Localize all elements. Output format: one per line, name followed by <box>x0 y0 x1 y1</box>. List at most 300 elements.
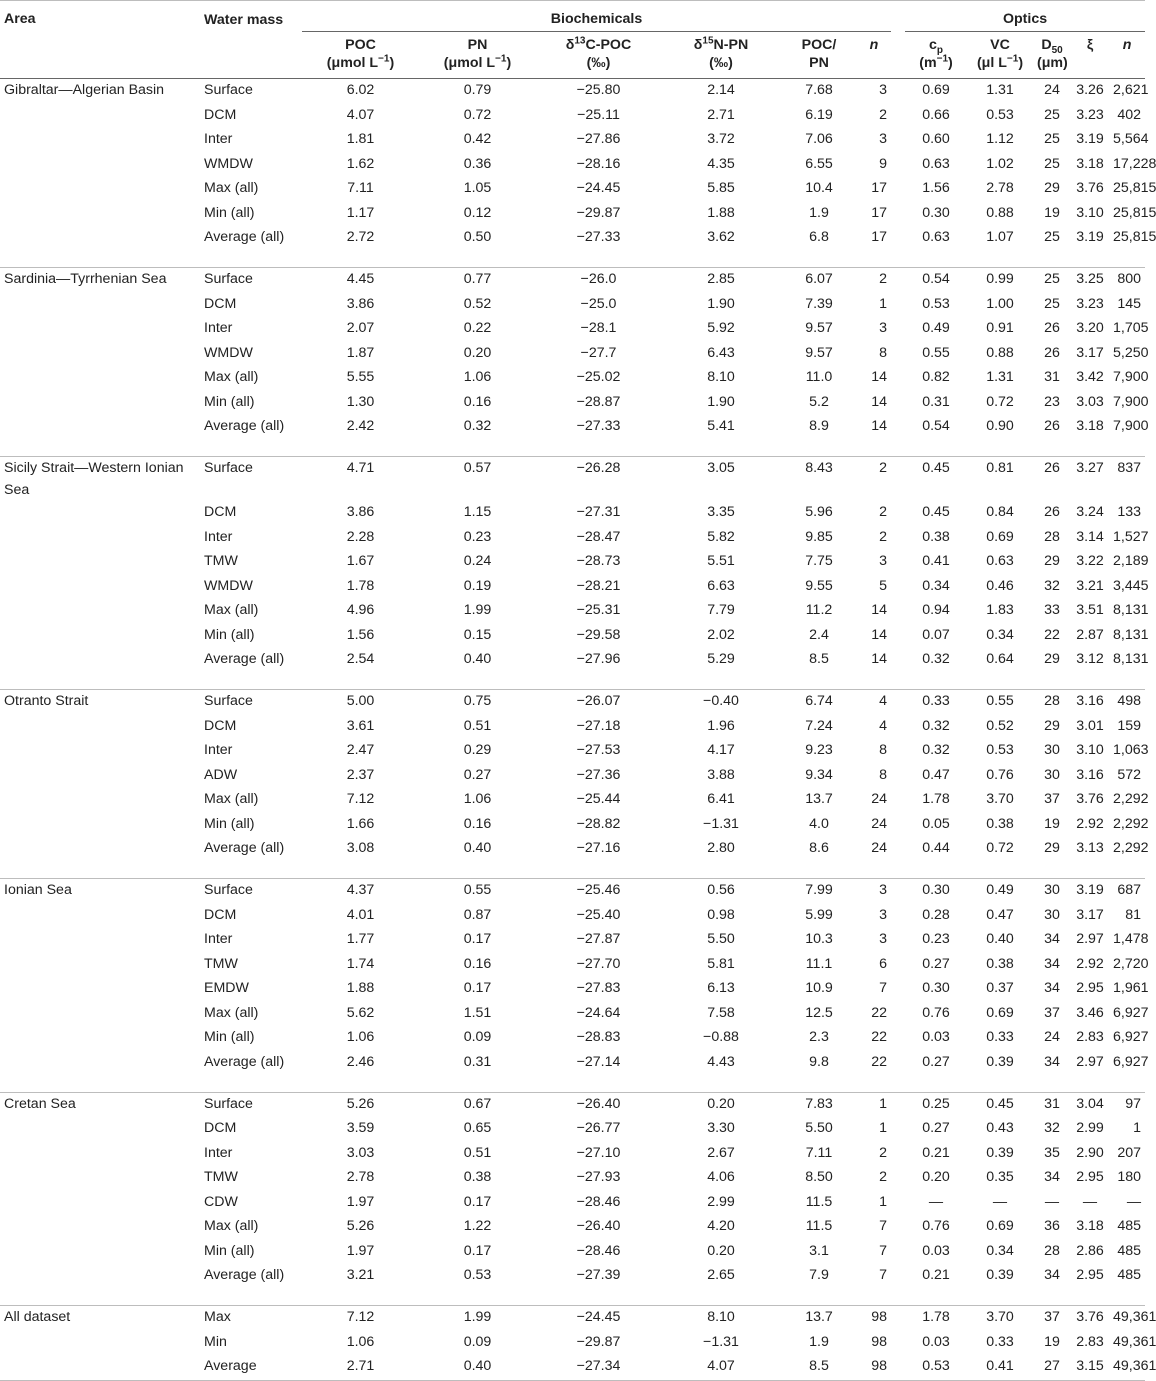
cell-value: 23 <box>1044 393 1060 410</box>
cell-value: 14 <box>871 418 888 434</box>
cell-value: 7,900 <box>1113 418 1149 434</box>
cell-value: 27 <box>1033 1355 1071 1380</box>
cell-value: 7.06 <box>805 131 833 147</box>
cell-value: 687 <box>1109 879 1145 904</box>
cell-area <box>0 1215 200 1240</box>
cell-value: 9.55 <box>805 577 833 594</box>
cell-value: 5.50 <box>707 931 735 947</box>
cell-value: 0.52 <box>986 717 1014 734</box>
cell-value: −27.87 <box>576 931 621 947</box>
cell-value: 12.5 <box>805 1004 833 1021</box>
cell-value: 180 <box>1117 1169 1142 1185</box>
cell-value: 22 <box>871 1053 888 1070</box>
cell-value: 1.15 <box>463 504 492 520</box>
cell-value: 3 <box>879 320 888 336</box>
cell-value: 3 <box>879 931 888 947</box>
cell-value: 2 <box>879 504 888 520</box>
cell-water-mass: WMDW <box>204 577 253 594</box>
cell-value: 0.94 <box>922 602 950 618</box>
cell-value: 2.78 <box>986 180 1014 196</box>
cell-value: 4.01 <box>346 906 375 923</box>
cell-value: 0.47 <box>922 766 950 783</box>
cell-value: 8.50 <box>805 1169 833 1185</box>
cell-value: 3.04 <box>1071 1092 1109 1117</box>
cell-value: 3 <box>879 82 888 98</box>
cell-value: 4.71 <box>302 457 419 502</box>
cell-value: 81 <box>1125 906 1142 923</box>
cell-value: 24 <box>871 815 888 832</box>
cell-value: −27.10 <box>576 1144 621 1161</box>
cell-value: 26 <box>1044 344 1060 361</box>
cell-value: 0.19 <box>463 577 492 594</box>
cell-value: 8.43 <box>781 457 857 502</box>
cell-value: 7.11 <box>805 1144 833 1161</box>
cell-value: 3.42 <box>1076 369 1104 385</box>
cell-value: — <box>1044 1193 1060 1210</box>
cell-value: 7.24 <box>805 717 833 734</box>
cell-value: −27.33 <box>576 418 621 434</box>
cell-water-mass: Inter <box>204 528 233 545</box>
cell-value: 0.32 <box>463 418 492 434</box>
cell-value: 4 <box>879 717 888 734</box>
cell-value: 1,063 <box>1113 742 1149 758</box>
cell-value: 5.92 <box>707 320 735 336</box>
cell-water-mass: TMW <box>204 1169 238 1185</box>
table-row <box>0 268 1145 293</box>
cell-value: 0.54 <box>905 268 967 293</box>
cell-water-mass: CDW <box>204 1193 238 1210</box>
cell-value: 0.24 <box>463 553 492 569</box>
cell-value: −28.73 <box>576 553 621 569</box>
cell-value: 0.76 <box>986 766 1014 783</box>
cell-value: −26.28 <box>536 457 661 502</box>
cell-value: −28.47 <box>576 528 621 545</box>
cell-value: 2.37 <box>346 766 375 783</box>
cell-value: 133 <box>1117 504 1142 520</box>
cell-value: 5.2 <box>809 393 829 410</box>
cell-value: 0.31 <box>922 393 950 410</box>
cell-water-mass: Max <box>200 1306 302 1331</box>
cell-value: 2.83 <box>1076 1029 1104 1045</box>
cell-value: 0.63 <box>986 553 1014 569</box>
cell-value: 6,927 <box>1113 1053 1149 1070</box>
cell-value: 1.88 <box>707 204 735 221</box>
cell-value: 1.06 <box>463 369 492 385</box>
cell-value: 3.51 <box>1076 602 1104 618</box>
cell-value: −27.31 <box>576 504 621 520</box>
cell-value: 5.26 <box>302 1092 419 1117</box>
cell-value: 2.99 <box>707 1193 735 1210</box>
cell-value: 7.9 <box>809 1267 829 1283</box>
cell-value: 6.07 <box>781 268 857 293</box>
cell-value: 8,131 <box>1113 602 1149 618</box>
cell-value: 0.33 <box>905 690 967 715</box>
cell-value: 1.22 <box>463 1218 492 1234</box>
cell-area <box>0 1142 200 1167</box>
table-row <box>0 1166 1145 1191</box>
cell-value: 7.68 <box>805 82 833 98</box>
cell-value: 0.64 <box>986 651 1014 667</box>
cell-value: 8.6 <box>809 840 829 856</box>
col-d15n-pn: $\delta^{15}N-PN$ (‰) <box>693 35 749 71</box>
cell-value: 0.40 <box>463 651 492 667</box>
cell-value: 1.97 <box>346 1242 375 1259</box>
cell-value: 36 <box>1044 1218 1060 1234</box>
cell-value: 1.90 <box>707 295 735 312</box>
col-n-bio: n <box>869 37 879 53</box>
cell-water-mass: Average (all) <box>204 1267 285 1283</box>
cell-value: 3.19 <box>1076 131 1104 147</box>
cell-value: 5.81 <box>707 955 735 972</box>
table-row <box>0 904 1145 929</box>
cell-value: 2.86 <box>1076 1242 1104 1259</box>
cell-area: Gibraltar—Algerian Basin <box>4 82 165 98</box>
cell-value: 25 <box>1044 106 1060 123</box>
cell-value: 2 <box>879 1144 888 1161</box>
cell-value: 28 <box>1044 1242 1060 1259</box>
cell-value: 0.43 <box>986 1120 1014 1136</box>
cell-value: 8.5 <box>781 1355 857 1380</box>
group-optics: Optics <box>905 1 1145 32</box>
table-row <box>0 1191 1145 1216</box>
cell-value: −25.46 <box>536 879 661 904</box>
cell-value: 6.63 <box>707 577 735 594</box>
cell-value: 4.45 <box>302 268 419 293</box>
cell-value: 30 <box>1044 766 1060 783</box>
cell-value: 1.31 <box>986 369 1014 385</box>
cell-value: 0.82 <box>922 369 950 385</box>
cell-value: 34 <box>1044 980 1060 996</box>
cell-value: 24 <box>1044 1029 1060 1045</box>
cell-value: 0.45 <box>905 457 967 502</box>
cell-area <box>0 391 200 416</box>
cell-value: 2 <box>857 457 891 502</box>
cell-value: 10.4 <box>805 180 833 196</box>
cell-value: 3.20 <box>1076 320 1104 336</box>
cell-value: −27.7 <box>580 344 617 361</box>
cell-value: 1,705 <box>1113 320 1149 336</box>
cell-value: 31 <box>1033 1092 1071 1117</box>
cell-value: 1.90 <box>707 393 735 410</box>
cell-value: 8.10 <box>661 1306 781 1331</box>
cell-value: 2.65 <box>707 1267 735 1283</box>
cell-value: 7.83 <box>781 1092 857 1117</box>
cell-area <box>0 928 200 953</box>
cell-value: 4.35 <box>707 155 735 172</box>
table-row <box>0 788 1145 813</box>
cell-value: 485 <box>1117 1218 1142 1234</box>
cell-value: 2.85 <box>661 268 781 293</box>
cell-value: 97 <box>1109 1092 1145 1117</box>
cell-value: 0.46 <box>986 577 1014 594</box>
cell-value: 3.76 <box>1071 1306 1109 1331</box>
cell-value: 0.55 <box>967 690 1033 715</box>
cell-value: 19 <box>1044 204 1060 221</box>
cell-value: 3.10 <box>1076 742 1104 758</box>
cell-value: 24 <box>1044 82 1060 98</box>
cell-value: 6,927 <box>1113 1004 1149 1021</box>
cell-area <box>0 648 200 690</box>
cell-value: 0.22 <box>463 320 492 336</box>
col-d13c-poc: $\delta^{13}C$-POC (‰) <box>565 35 632 71</box>
cell-area: Cretan Sea <box>0 1092 200 1117</box>
table-row <box>0 128 1145 153</box>
cell-value: 4.0 <box>809 815 829 832</box>
table-row <box>0 1117 1145 1142</box>
cell-value: 3.21 <box>346 1267 375 1283</box>
cell-value: 6 <box>879 955 888 972</box>
cell-area <box>0 1331 200 1356</box>
cell-value: 5.29 <box>707 651 735 667</box>
cell-value: 0.33 <box>986 1333 1014 1350</box>
cell-value: 207 <box>1117 1144 1142 1161</box>
cell-value: 0.27 <box>922 1053 950 1070</box>
cell-area <box>0 715 200 740</box>
cell-area <box>0 1355 200 1380</box>
cell-value: 0.39 <box>986 1053 1014 1070</box>
col-cp: $c_p$ $(m^{-1})$ <box>919 37 953 71</box>
cell-value: 30 <box>1044 906 1060 923</box>
cell-value: −27.86 <box>576 131 621 147</box>
cell-value: −28.1 <box>580 320 617 336</box>
cell-value: 4.17 <box>707 742 735 758</box>
cell-value: −27.96 <box>576 651 621 667</box>
cell-value: 3.35 <box>707 504 735 520</box>
cell-value: 0.87 <box>463 906 492 923</box>
cell-value: 0.53 <box>922 295 950 312</box>
cell-value: −27.36 <box>576 766 621 783</box>
cell-value: 0.20 <box>463 344 492 361</box>
cell-area <box>0 342 200 367</box>
cell-area <box>0 953 200 978</box>
cell-area <box>0 202 200 227</box>
cell-value: 1.56 <box>346 626 375 643</box>
cell-value: 9 <box>879 155 888 172</box>
cell-value: 33 <box>1044 602 1060 618</box>
cell-value: 0.66 <box>922 106 950 123</box>
cell-value: −27.14 <box>576 1053 621 1070</box>
cell-area: Sicily Strait—Western Ionian Sea <box>0 457 200 502</box>
cell-value: 0.45 <box>922 504 950 520</box>
cell-value: 7.12 <box>302 1306 419 1331</box>
cell-value: −1.31 <box>703 1333 739 1350</box>
cell-value: 13.7 <box>805 791 833 807</box>
cell-value: −27.93 <box>576 1169 621 1185</box>
cell-value: −27.53 <box>576 742 621 758</box>
cell-value: −26.40 <box>576 1218 621 1234</box>
cell-area <box>0 1051 200 1093</box>
cell-value: 26 <box>1044 504 1060 520</box>
cell-value: 3.23 <box>1076 295 1104 312</box>
cell-value: 1,961 <box>1113 980 1149 996</box>
cell-value: 1.51 <box>463 1004 492 1021</box>
cell-value: −28.46 <box>576 1242 621 1259</box>
cell-value: 1.31 <box>986 82 1014 98</box>
cell-value: −28.82 <box>576 815 621 832</box>
cell-value: 2.02 <box>707 626 735 643</box>
col-n-optics: n <box>1122 37 1132 53</box>
cell-area <box>0 904 200 929</box>
cell-value: 6.13 <box>707 980 735 996</box>
cell-value: 32 <box>1044 577 1060 594</box>
cell-value: 0.37 <box>986 980 1014 996</box>
cell-value: 800 <box>1109 268 1145 293</box>
cell-value: 3.16 <box>1071 690 1109 715</box>
table-row <box>0 575 1145 600</box>
cell-value: 2,292 <box>1113 791 1149 807</box>
cell-value: 3.03 <box>1076 393 1104 410</box>
cell-value: 2.97 <box>1076 1053 1104 1070</box>
cell-value: 8,131 <box>1113 626 1149 643</box>
cell-water-mass: EMDW <box>204 980 249 996</box>
cell-area <box>0 764 200 789</box>
cell-water-mass: Average (all) <box>204 1053 285 1070</box>
cell-value: 19 <box>1044 815 1060 832</box>
table-row <box>0 317 1145 342</box>
cell-value: 25 <box>1044 295 1060 312</box>
cell-value: 0.16 <box>463 955 492 972</box>
cell-value: 30 <box>1033 879 1071 904</box>
cell-value: 2 <box>879 106 888 123</box>
table-row <box>0 177 1145 202</box>
cell-value: 34 <box>1044 1053 1060 1070</box>
cell-value: −26.07 <box>536 690 661 715</box>
cell-value: 25,815 <box>1113 229 1156 245</box>
cell-value: 0.17 <box>463 980 492 996</box>
cell-water-mass: DCM <box>204 106 237 123</box>
cell-value: −25.44 <box>576 791 621 807</box>
cell-value: 6,927 <box>1113 1029 1149 1045</box>
cell-value: 14 <box>871 602 888 618</box>
cell-value: 10.9 <box>805 980 833 996</box>
cell-value: 837 <box>1109 457 1145 502</box>
cell-value: 3 <box>879 553 888 569</box>
cell-value: 9.85 <box>805 528 833 545</box>
cell-value: 2.78 <box>346 1169 375 1185</box>
cell-value: 0.56 <box>661 879 781 904</box>
cell-water-mass: Surface <box>204 82 253 98</box>
cell-value: 0.34 <box>922 577 950 594</box>
cell-value: 25,815 <box>1113 204 1156 221</box>
cell-value: 0.30 <box>922 980 950 996</box>
cell-value: 402 <box>1117 106 1142 123</box>
cell-value: 3 <box>879 906 888 923</box>
cell-value: 17 <box>871 180 888 196</box>
cell-value: 0.23 <box>922 931 950 947</box>
cell-value: 6.8 <box>809 229 829 245</box>
cell-value: 8.10 <box>707 369 735 385</box>
cell-value: 49,361 <box>1113 1333 1156 1350</box>
cell-value: 4.07 <box>346 106 375 123</box>
col-d50: $D_{50}$ (μm) <box>1037 37 1068 71</box>
cell-area: Otranto Strait <box>0 690 200 715</box>
cell-water-mass: Min (all) <box>204 204 255 221</box>
cell-value: 9.34 <box>805 766 833 783</box>
cell-value: 3.86 <box>346 295 375 312</box>
cell-value: 0.79 <box>463 82 492 98</box>
cell-value: 2.71 <box>302 1355 419 1380</box>
cell-value: 11.2 <box>805 602 833 618</box>
cell-value: 0.75 <box>419 690 536 715</box>
cell-value: 0.27 <box>922 955 950 972</box>
cell-water-mass: DCM <box>204 504 237 520</box>
table-row <box>0 153 1145 178</box>
cell-value: 1,527 <box>1113 528 1149 545</box>
cell-value: 498 <box>1109 690 1145 715</box>
cell-water-mass: Surface <box>200 268 302 293</box>
cell-value: 5.00 <box>302 690 419 715</box>
cell-value: −29.87 <box>576 204 621 221</box>
cell-value: 3.17 <box>1076 344 1104 361</box>
cell-area: All dataset <box>0 1306 200 1331</box>
cell-water-mass: ADW <box>204 766 238 783</box>
cell-value: 6.43 <box>707 344 735 361</box>
cell-value: 3.59 <box>346 1120 375 1136</box>
col-area: Area <box>4 11 36 27</box>
cell-value: 3.13 <box>1076 840 1104 856</box>
cell-value: 1.00 <box>986 295 1014 312</box>
cell-value: 13.7 <box>781 1306 857 1331</box>
cell-value: 0.32 <box>922 717 950 734</box>
table-row <box>0 977 1145 1002</box>
cell-value: 11.5 <box>805 1193 833 1210</box>
cell-value: 24 <box>871 791 888 807</box>
cell-value: 5.26 <box>346 1218 375 1234</box>
cell-value: 0.63 <box>922 229 950 245</box>
cell-water-mass: DCM <box>204 906 237 923</box>
cell-value: 7 <box>879 1267 888 1283</box>
cell-value: 2,189 <box>1113 553 1149 569</box>
table-row <box>0 550 1145 575</box>
cell-value: 3.30 <box>707 1120 735 1136</box>
table-row <box>0 391 1145 416</box>
cell-value: 0.17 <box>463 1193 492 1210</box>
cell-value: 29 <box>1044 717 1060 734</box>
cell-value: 0.72 <box>463 106 492 123</box>
cell-value: 0.41 <box>922 553 950 569</box>
cell-value: 0.77 <box>419 268 536 293</box>
cell-value: 0.84 <box>986 504 1014 520</box>
cell-value: 5.82 <box>707 528 735 545</box>
cell-value: 0.44 <box>922 840 950 856</box>
cell-value: 1.62 <box>346 155 375 172</box>
cell-value: −27.18 <box>576 717 621 734</box>
cell-value: 2.92 <box>1076 815 1104 832</box>
cell-value: 1.96 <box>707 717 735 734</box>
cell-area <box>0 104 200 129</box>
cell-value: 8,131 <box>1113 651 1149 667</box>
table-row <box>0 1331 1145 1356</box>
cell-value: 1.05 <box>463 180 492 196</box>
cell-value: 9.23 <box>805 742 833 758</box>
cell-value: 3.22 <box>1076 553 1104 569</box>
cell-value: −25.11 <box>577 106 620 123</box>
table-row <box>0 1026 1145 1051</box>
cell-value: — <box>1082 1193 1098 1210</box>
table-row <box>0 648 1145 690</box>
cell-value: 3.15 <box>1071 1355 1109 1380</box>
cell-value: 0.27 <box>922 1120 950 1136</box>
cell-value: −28.21 <box>576 577 621 594</box>
cell-value: −1.31 <box>703 815 739 832</box>
cell-value: 6.19 <box>805 106 833 123</box>
header-row-groups <box>0 1 1145 32</box>
cell-value: 0.20 <box>661 1092 781 1117</box>
cell-value: 22 <box>1044 626 1060 643</box>
cell-value: 7.11 <box>347 180 374 196</box>
table-row <box>0 953 1145 978</box>
cell-value: 0.27 <box>463 766 492 783</box>
